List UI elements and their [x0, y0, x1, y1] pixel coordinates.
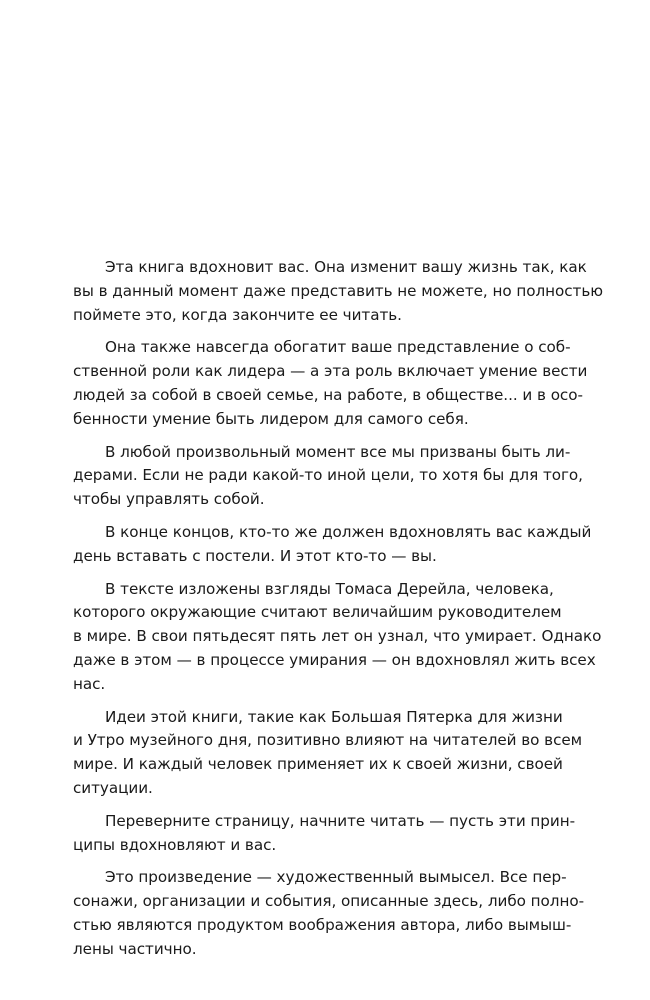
text-line: В любой произвольный момент все мы призваны быть ли- [105, 442, 571, 461]
paragraph-3 [73, 441, 583, 512]
text-line: вы в данный момент даже представить не можете, но полностью [73, 281, 603, 300]
text-line: стью являются продуктом воображения автора, либо вымыш- [73, 915, 572, 934]
text-line: в мире. В свои пятьдесят пять лет он узнал, что умирает. Однако [73, 627, 602, 646]
text-line: Идеи этой книги, такие как Большая Пятерка для жизни [105, 707, 563, 726]
text-line: В конце концов, кто-то же должен вдохновлять вас каждый [105, 522, 592, 541]
text-line: Переверните страницу, начните читать — пусть эти прин- [105, 811, 576, 830]
text-line: чтобы управлять собой. [73, 490, 265, 509]
text-line: Эта книга вдохновит вас. Она изменит вашу жизнь так, как [105, 258, 587, 276]
text-line: и Утро музейного дня, позитивно влияют на читателей во всем [73, 731, 583, 750]
paragraph-8 [73, 866, 584, 961]
text-line: ситуации. [73, 778, 153, 797]
text-line: нас. [73, 674, 106, 693]
body-text [73, 256, 603, 971]
text-line: ципы вдохновляют и вас. [73, 835, 277, 854]
text-line: даже в этом — в процессе умирания — он вдохновлял жить всех [73, 650, 596, 669]
text-line: людей за собой в своей семье, на работе, в обществе... и в осо- [73, 385, 583, 404]
text-line: В тексте изложены взгляды Томаса Дерейла, человека, [105, 579, 554, 598]
text-line: бенности умение быть лидером для самого себя. [73, 409, 469, 428]
text-line: дерами. Если не ради какой-то иной цели, то хотя бы для того, [73, 466, 583, 485]
paragraph-1 [73, 256, 603, 327]
paragraph-6 [73, 706, 583, 801]
text-line: ственной роли как лидера — а эта роль включает умение вести [73, 362, 588, 381]
paragraph-2 [73, 336, 588, 431]
paragraph-5 [73, 578, 602, 697]
text-line: Это произведение — художественный вымысел. Все пер- [105, 868, 567, 887]
text-line: лены частично. [73, 939, 197, 958]
text-line: день вставать с постели. И этот кто-то — вы. [73, 546, 437, 565]
paragraph-4 [73, 521, 592, 569]
text-line: Она также навсегда обогатит ваше представление о соб- [105, 338, 571, 357]
text-line: которого окружающие считают величайшим руководителем [73, 603, 562, 622]
text-line: мире. И каждый человек применяет их к своей жизни, своей [73, 755, 563, 774]
text-line: поймете это, когда закончите ее читать. [73, 305, 402, 324]
paragraph-7 [73, 810, 576, 858]
text-line: сонажи, организации и события, описанные здесь, либо полно- [73, 892, 584, 911]
